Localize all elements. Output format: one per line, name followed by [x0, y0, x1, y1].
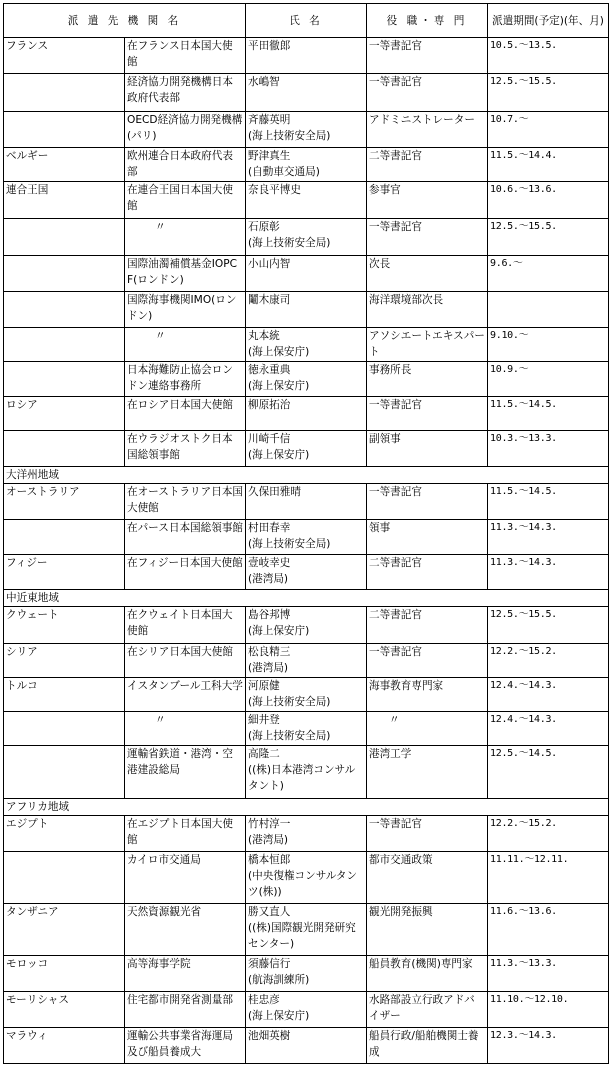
country-cell [4, 328, 125, 362]
table-row [4, 148, 609, 182]
name-cell: 斉藤英明 (海上技術安全局) [246, 112, 367, 148]
period-cell: 11.5.～14.5. [488, 484, 609, 520]
period-cell: 11.3.～13.3. [488, 956, 609, 992]
table-row [4, 1028, 609, 1064]
agency-cell: 国際海事機関IMO(ロンドン) [125, 292, 246, 328]
post-cell: 一等書記官 [367, 816, 488, 852]
name-cell: 竹村淳一 (港湾局) [246, 816, 367, 852]
table-row [4, 38, 609, 74]
header-row [4, 4, 609, 38]
name-cell: 水嶋智 [246, 74, 367, 112]
period-cell: 10.9.～ [488, 362, 609, 397]
country-cell [4, 362, 125, 397]
country-cell [4, 74, 125, 112]
post-cell: 一等書記官 [367, 38, 488, 74]
agency-cell: 運輸省鉄道・港湾・空港建設総局 [125, 746, 246, 799]
period-cell: 12.2.～15.2. [488, 816, 609, 852]
name-cell: 壹岐幸史 (港湾局) [246, 555, 367, 590]
period-cell: 11.3.～14.3. [488, 555, 609, 590]
period-cell: 12.4.～14.3. [488, 678, 609, 712]
country-cell: トルコ [4, 678, 125, 712]
header-post: 役 職・専 門 [367, 4, 488, 38]
name-cell: 平田徹郎 [246, 38, 367, 74]
country-cell [4, 256, 125, 292]
name-cell: 高隆二 ((株)日本港湾コンサルタント) [246, 746, 367, 799]
post-cell: 領事 [367, 520, 488, 555]
period-cell: 9.10.～ [488, 328, 609, 362]
region-row [4, 590, 609, 607]
period-cell: 11.5.～14.5. [488, 397, 609, 431]
table-row [4, 712, 609, 746]
post-cell: 事務所長 [367, 362, 488, 397]
region-row [4, 467, 609, 484]
agency-cell: 天然資源観光省 [125, 904, 246, 956]
post-cell: 二等書記官 [367, 148, 488, 182]
table-row [4, 74, 609, 112]
country-cell: モーリシャス [4, 992, 125, 1028]
agency-cell: 在ウラジオストク日本国総領事館 [125, 431, 246, 467]
post-cell: 港湾工学 [367, 746, 488, 799]
period-cell: 10.6.～13.6. [488, 182, 609, 219]
agency-cell: OECD経済協力開発機構(パリ) [125, 112, 246, 148]
table-row [4, 555, 609, 590]
agency-cell: 在パース日本国総領事館 [125, 520, 246, 555]
post-cell: 二等書記官 [367, 555, 488, 590]
agency-cell: 運輸公共事業省海運局及び船員養成大 [125, 1028, 246, 1064]
country-cell [4, 520, 125, 555]
post-cell: アドミニストレーター [367, 112, 488, 148]
name-cell: 島谷邦博 (海上保安庁) [246, 607, 367, 644]
table-row [4, 992, 609, 1028]
agency-cell: 住宅都市開発省測量部 [125, 992, 246, 1028]
dispatch-table [3, 3, 609, 1064]
agency-cell: 高等海事学院 [125, 956, 246, 992]
period-cell: 12.2.～15.2. [488, 644, 609, 678]
agency-cell: 在クウェイト日本国大使館 [125, 607, 246, 644]
period-cell: 12.5.～15.5. [488, 219, 609, 256]
period-cell: 11.3.～14.3. [488, 520, 609, 555]
post-cell: 海洋環境部次長 [367, 292, 488, 328]
header-name: 氏 名 [246, 4, 367, 38]
country-cell [4, 712, 125, 746]
agency-cell: 在フランス日本国大使館 [125, 38, 246, 74]
agency-cell: 〃 [125, 219, 246, 256]
country-cell: モロッコ [4, 956, 125, 992]
name-cell: 石原彰 (海上技術安全局) [246, 219, 367, 256]
period-cell: 12.4.～14.3. [488, 712, 609, 746]
name-cell: 村田春幸 (海上技術安全局) [246, 520, 367, 555]
table-row [4, 256, 609, 292]
name-cell: 池畑英樹 [246, 1028, 367, 1064]
period-cell: 11.5.～14.4. [488, 148, 609, 182]
name-cell: 勝又直人 ((株)国際観光開発研究センター) [246, 904, 367, 956]
table-row [4, 182, 609, 219]
agency-cell: 在オーストラリア日本国大使館 [125, 484, 246, 520]
post-cell: 参事官 [367, 182, 488, 219]
period-cell: 11.10.～12.10. [488, 992, 609, 1028]
post-cell: 一等書記官 [367, 397, 488, 431]
post-cell: 一等書記官 [367, 219, 488, 256]
table-row [4, 852, 609, 904]
name-cell: 須藤信行 (航海訓練所) [246, 956, 367, 992]
name-cell: 小山内智 [246, 256, 367, 292]
agency-cell: 在フィジー日本国大使館 [125, 555, 246, 590]
table-row [4, 112, 609, 148]
post-cell: 二等書記官 [367, 607, 488, 644]
period-cell: 11.6.～13.6. [488, 904, 609, 956]
table-row [4, 431, 609, 467]
agency-cell: 経済協力開発機構日本政府代表部 [125, 74, 246, 112]
country-cell [4, 431, 125, 467]
country-cell: オーストラリア [4, 484, 125, 520]
period-cell: 12.3.～14.3. [488, 1028, 609, 1064]
agency-cell: 在連合王国日本国大使館 [125, 182, 246, 219]
period-cell: 9.6.～ [488, 256, 609, 292]
agency-cell: 〃 [125, 712, 246, 746]
name-cell: 久保田雅晴 [246, 484, 367, 520]
agency-cell: 在ロシア日本国大使館 [125, 397, 246, 431]
table-row [4, 904, 609, 956]
header-period: 派遣期間(予定)(年、月) [488, 4, 609, 38]
country-cell: ベルギー [4, 148, 125, 182]
table-row [4, 644, 609, 678]
region-heading: アフリカ地域 [4, 799, 609, 816]
name-cell: 河原健 (海上技術安全局) [246, 678, 367, 712]
name-cell: 松良精三 (港湾局) [246, 644, 367, 678]
post-cell: 海事教育専門家 [367, 678, 488, 712]
country-cell [4, 746, 125, 799]
table-row [4, 520, 609, 555]
header-agency: 派 遣 先 機 関 名 [4, 4, 246, 38]
name-cell: 野津真生 (自動車交通局) [246, 148, 367, 182]
country-cell: 連合王国 [4, 182, 125, 219]
name-cell: 丸本統 (海上保安庁) [246, 328, 367, 362]
name-cell: 細井登 (海上技術安全局) [246, 712, 367, 746]
table-row [4, 397, 609, 431]
period-cell [488, 292, 609, 328]
country-cell: タンザニア [4, 904, 125, 956]
country-cell: シリア [4, 644, 125, 678]
name-cell: 柳原拓治 [246, 397, 367, 431]
country-cell [4, 292, 125, 328]
country-cell [4, 852, 125, 904]
table-row [4, 362, 609, 397]
post-cell: 船員行政/船舶機関士養成 [367, 1028, 488, 1064]
country-cell [4, 219, 125, 256]
period-cell: 10.7.～ [488, 112, 609, 148]
agency-cell: 在エジプト日本国大使館 [125, 816, 246, 852]
table-row [4, 292, 609, 328]
post-cell: 〃 [367, 712, 488, 746]
post-cell: 一等書記官 [367, 644, 488, 678]
agency-cell: 欧州連合日本政府代表部 [125, 148, 246, 182]
post-cell: 観光開発振興 [367, 904, 488, 956]
region-heading: 大洋州地域 [4, 467, 609, 484]
post-cell: 一等書記官 [367, 74, 488, 112]
period-cell: 10.5.～13.5. [488, 38, 609, 74]
name-cell: 川崎千信 (海上保安庁) [246, 431, 367, 467]
post-cell: 船員教育(機関)専門家 [367, 956, 488, 992]
name-cell: 奈良平博史 [246, 182, 367, 219]
name-cell: 鬮木康司 [246, 292, 367, 328]
table-row [4, 484, 609, 520]
period-cell: 12.5.～15.5. [488, 74, 609, 112]
post-cell: 水路部設立行政アドバイザー [367, 992, 488, 1028]
table-row [4, 219, 609, 256]
country-cell: ロシア [4, 397, 125, 431]
country-cell: エジプト [4, 816, 125, 852]
agency-cell: カイロ市交通局 [125, 852, 246, 904]
table-row [4, 607, 609, 644]
post-cell: 都市交通政策 [367, 852, 488, 904]
region-row [4, 799, 609, 816]
post-cell: 一等書記官 [367, 484, 488, 520]
table-row [4, 816, 609, 852]
name-cell: 橋本恒郎 (中央復権コンサルタンツ(株)) [246, 852, 367, 904]
period-cell: 11.11.～12.11. [488, 852, 609, 904]
post-cell: 次長 [367, 256, 488, 292]
name-cell: 徳永重典 (海上保安庁) [246, 362, 367, 397]
agency-cell: イスタンブール工科大学 [125, 678, 246, 712]
post-cell: アソシエートエキスパート [367, 328, 488, 362]
period-cell: 12.5.～15.5. [488, 607, 609, 644]
agency-cell: 在シリア日本国大使館 [125, 644, 246, 678]
country-cell: フィジー [4, 555, 125, 590]
period-cell: 10.3.～13.3. [488, 431, 609, 467]
table-row [4, 956, 609, 992]
table-row [4, 678, 609, 712]
agency-cell: 国際油濁補償基金IOPCF(ロンドン) [125, 256, 246, 292]
country-cell: マラウィ [4, 1028, 125, 1064]
agency-cell: 日本海難防止協会ロンドン連絡事務所 [125, 362, 246, 397]
table-row [4, 746, 609, 799]
region-heading: 中近東地域 [4, 590, 609, 607]
period-cell: 12.5.～14.5. [488, 746, 609, 799]
country-cell: クウェート [4, 607, 125, 644]
country-cell: フランス [4, 38, 125, 74]
country-cell [4, 112, 125, 148]
table-row [4, 328, 609, 362]
agency-cell: 〃 [125, 328, 246, 362]
name-cell: 桂忠彦 (海上保安庁) [246, 992, 367, 1028]
post-cell: 副領事 [367, 431, 488, 467]
